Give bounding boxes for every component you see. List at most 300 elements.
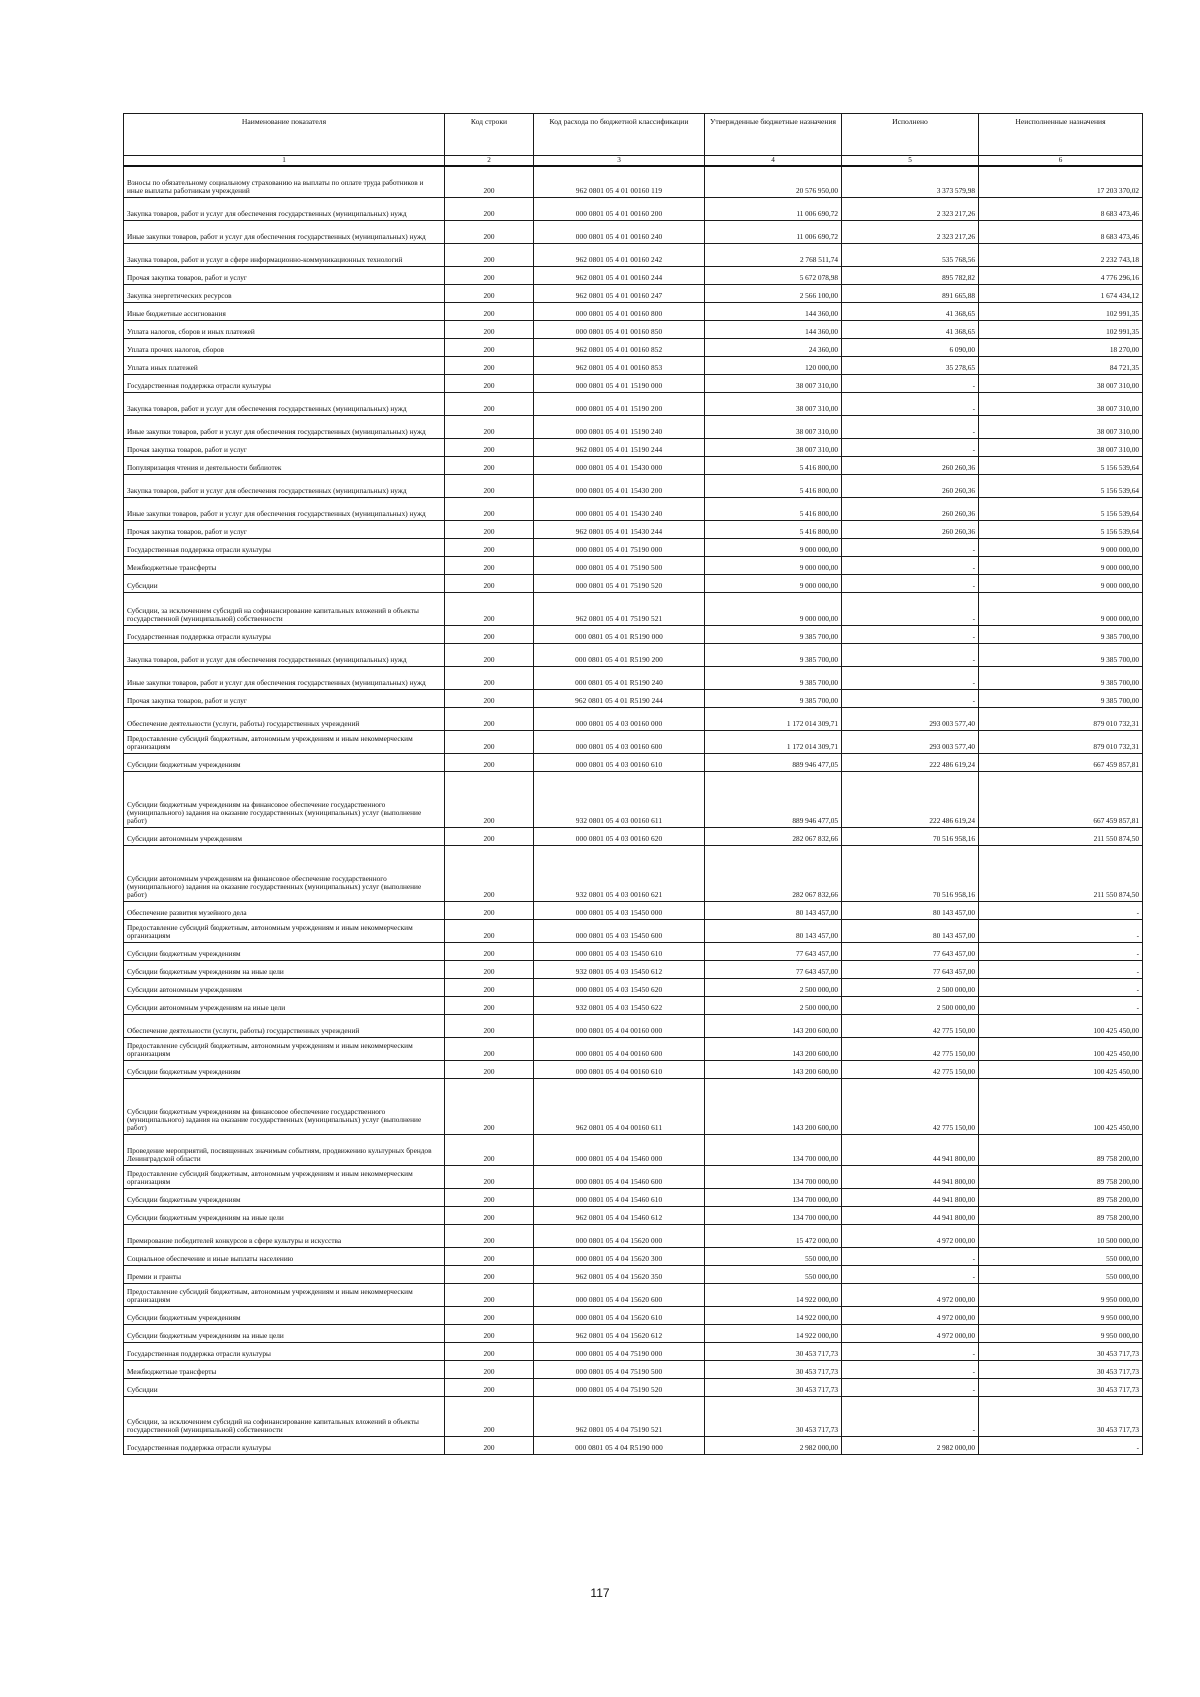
unexecuted-amount-cell: 4 776 296,16 bbox=[979, 266, 1143, 284]
table-row bbox=[124, 1342, 1143, 1360]
line-code-cell: 200 bbox=[445, 520, 534, 538]
line-code-cell: 200 bbox=[445, 1247, 534, 1265]
approved-amount-cell: 30 453 717,73 bbox=[705, 1360, 842, 1378]
indicator-name-cell: Обеспечение деятельности (услуги, работы) государственных учреждений bbox=[124, 707, 445, 730]
line-code-cell: 200 bbox=[445, 730, 534, 753]
indicator-name-cell: Закупка энергетических ресурсов bbox=[124, 284, 445, 302]
indicator-name-cell: Государственная поддержка отрасли культуры bbox=[124, 1436, 445, 1454]
budget-code-cell: 932 0801 05 4 03 00160 611 bbox=[534, 771, 705, 827]
indicator-name-cell: Иные закупки товаров, работ и услуг для обеспечения государственных (муниципальных) нужд bbox=[124, 497, 445, 520]
executed-amount-cell: 44 941 800,00 bbox=[842, 1206, 979, 1224]
line-code-cell: 200 bbox=[445, 845, 534, 901]
table-row bbox=[124, 666, 1143, 689]
executed-amount-cell: - bbox=[842, 592, 979, 625]
header-budget-code: Код расхода по бюджетной классификации bbox=[534, 114, 705, 156]
unexecuted-amount-cell: - bbox=[979, 978, 1143, 996]
budget-code-cell: 962 0801 05 4 01 00160 853 bbox=[534, 356, 705, 374]
executed-amount-cell: 293 003 577,40 bbox=[842, 730, 979, 753]
budget-code-cell: 000 0801 05 4 01 15190 200 bbox=[534, 392, 705, 415]
table-row bbox=[124, 243, 1143, 266]
approved-amount-cell: 24 360,00 bbox=[705, 338, 842, 356]
budget-code-cell: 932 0801 05 4 03 00160 621 bbox=[534, 845, 705, 901]
indicator-name-cell: Закупка товаров, работ и услуг для обеспечения государственных (муниципальных) нужд bbox=[124, 197, 445, 220]
approved-amount-cell: 11 006 690,72 bbox=[705, 220, 842, 243]
line-code-cell: 200 bbox=[445, 901, 534, 919]
budget-code-cell: 000 0801 05 4 01 75190 520 bbox=[534, 574, 705, 592]
executed-amount-cell: 535 768,56 bbox=[842, 243, 979, 266]
approved-amount-cell: 80 143 457,00 bbox=[705, 901, 842, 919]
line-code-cell: 200 bbox=[445, 919, 534, 942]
indicator-name-cell: Уплата прочих налогов, сборов bbox=[124, 338, 445, 356]
line-code-cell: 200 bbox=[445, 456, 534, 474]
approved-amount-cell: 550 000,00 bbox=[705, 1247, 842, 1265]
table-row bbox=[124, 827, 1143, 845]
approved-amount-cell: 11 006 690,72 bbox=[705, 197, 842, 220]
indicator-name-cell: Межбюджетные трансферты bbox=[124, 556, 445, 574]
approved-amount-cell: 144 360,00 bbox=[705, 320, 842, 338]
approved-amount-cell: 14 922 000,00 bbox=[705, 1324, 842, 1342]
table-row bbox=[124, 556, 1143, 574]
indicator-name-cell: Закупка товаров, работ и услуг для обеспечения государственных (муниципальных) нужд bbox=[124, 392, 445, 415]
indicator-name-cell: Государственная поддержка отрасли культуры bbox=[124, 1342, 445, 1360]
unexecuted-amount-cell: 84 721,35 bbox=[979, 356, 1143, 374]
approved-amount-cell: 5 416 800,00 bbox=[705, 497, 842, 520]
unexecuted-amount-cell: 879 010 732,31 bbox=[979, 707, 1143, 730]
table-row bbox=[124, 1014, 1143, 1037]
table-row bbox=[124, 942, 1143, 960]
column-number: 1 bbox=[124, 156, 445, 167]
line-code-cell: 200 bbox=[445, 643, 534, 666]
approved-amount-cell: 2 500 000,00 bbox=[705, 978, 842, 996]
unexecuted-amount-cell: 38 007 310,00 bbox=[979, 415, 1143, 438]
unexecuted-amount-cell: 2 232 743,18 bbox=[979, 243, 1143, 266]
budget-code-cell: 000 0801 05 4 04 15460 000 bbox=[534, 1134, 705, 1165]
table-row bbox=[124, 1078, 1143, 1134]
line-code-cell: 200 bbox=[445, 1360, 534, 1378]
executed-amount-cell: 41 368,65 bbox=[842, 302, 979, 320]
executed-amount-cell: 2 323 217,26 bbox=[842, 197, 979, 220]
budget-code-cell: 000 0801 05 4 01 75190 000 bbox=[534, 538, 705, 556]
approved-amount-cell: 2 768 511,74 bbox=[705, 243, 842, 266]
approved-amount-cell: 14 922 000,00 bbox=[705, 1306, 842, 1324]
indicator-name-cell: Обеспечение деятельности (услуги, работы) государственных учреждений bbox=[124, 1014, 445, 1037]
table-row bbox=[124, 1436, 1143, 1454]
budget-code-cell: 000 0801 05 4 03 15450 620 bbox=[534, 978, 705, 996]
approved-amount-cell: 2 566 100,00 bbox=[705, 284, 842, 302]
unexecuted-amount-cell: 9 385 700,00 bbox=[979, 689, 1143, 707]
table-row bbox=[124, 415, 1143, 438]
budget-code-cell: 962 0801 05 4 01 00160 244 bbox=[534, 266, 705, 284]
budget-code-cell: 962 0801 05 4 04 15620 612 bbox=[534, 1324, 705, 1342]
executed-amount-cell: 4 972 000,00 bbox=[842, 1283, 979, 1306]
line-code-cell: 200 bbox=[445, 996, 534, 1014]
budget-code-cell: 000 0801 05 4 04 R5190 000 bbox=[534, 1436, 705, 1454]
budget-code-cell: 000 0801 05 4 04 15620 300 bbox=[534, 1247, 705, 1265]
budget-code-cell: 962 0801 05 4 04 15460 612 bbox=[534, 1206, 705, 1224]
unexecuted-amount-cell: 8 683 473,46 bbox=[979, 197, 1143, 220]
table-row bbox=[124, 845, 1143, 901]
indicator-name-cell: Государственная поддержка отрасли культуры bbox=[124, 625, 445, 643]
indicator-name-cell: Субсидии бюджетным учреждениям bbox=[124, 1306, 445, 1324]
indicator-name-cell: Субсидии автономным учреждениям bbox=[124, 978, 445, 996]
unexecuted-amount-cell: 100 425 450,00 bbox=[979, 1078, 1143, 1134]
table-row bbox=[124, 574, 1143, 592]
indicator-name-cell: Предоставление субсидий бюджетным, автономным учреждениям и иным некоммерческим организациям bbox=[124, 1037, 445, 1060]
table-row bbox=[124, 1306, 1143, 1324]
unexecuted-amount-cell: 9 385 700,00 bbox=[979, 643, 1143, 666]
executed-amount-cell: 42 775 150,00 bbox=[842, 1078, 979, 1134]
executed-amount-cell: 4 972 000,00 bbox=[842, 1324, 979, 1342]
budget-code-cell: 000 0801 05 4 04 75190 500 bbox=[534, 1360, 705, 1378]
table-header bbox=[124, 114, 1143, 156]
unexecuted-amount-cell: 9 000 000,00 bbox=[979, 556, 1143, 574]
unexecuted-amount-cell: 89 758 200,00 bbox=[979, 1206, 1143, 1224]
indicator-name-cell: Закупка товаров, работ и услуг для обеспечения государственных (муниципальных) нужд bbox=[124, 643, 445, 666]
unexecuted-amount-cell: 5 156 539,64 bbox=[979, 520, 1143, 538]
table-row bbox=[124, 625, 1143, 643]
indicator-name-cell: Предоставление субсидий бюджетным, автономным учреждениям и иным некоммерческим организациям bbox=[124, 730, 445, 753]
line-code-cell: 200 bbox=[445, 753, 534, 771]
unexecuted-amount-cell: 9 000 000,00 bbox=[979, 592, 1143, 625]
indicator-name-cell: Взносы по обязательному социальному страхованию на выплаты по оплате труда работников и иные выплаты работникам учреждений bbox=[124, 166, 445, 197]
executed-amount-cell: - bbox=[842, 438, 979, 456]
line-code-cell: 200 bbox=[445, 538, 534, 556]
indicator-name-cell: Уплата налогов, сборов и иных платежей bbox=[124, 320, 445, 338]
indicator-name-cell: Иные бюджетные ассигнования bbox=[124, 302, 445, 320]
indicator-name-cell: Обеспечение развития музейного дела bbox=[124, 901, 445, 919]
table-row bbox=[124, 1134, 1143, 1165]
table-row bbox=[124, 753, 1143, 771]
line-code-cell: 200 bbox=[445, 1165, 534, 1188]
executed-amount-cell: - bbox=[842, 538, 979, 556]
table-row bbox=[124, 592, 1143, 625]
table-row bbox=[124, 1265, 1143, 1283]
executed-amount-cell: - bbox=[842, 415, 979, 438]
executed-amount-cell: 891 665,88 bbox=[842, 284, 979, 302]
approved-amount-cell: 9 385 700,00 bbox=[705, 689, 842, 707]
approved-amount-cell: 134 700 000,00 bbox=[705, 1188, 842, 1206]
unexecuted-amount-cell: 879 010 732,31 bbox=[979, 730, 1143, 753]
executed-amount-cell: - bbox=[842, 1360, 979, 1378]
unexecuted-amount-cell: 9 000 000,00 bbox=[979, 538, 1143, 556]
table-row bbox=[124, 520, 1143, 538]
indicator-name-cell: Прочая закупка товаров, работ и услуг bbox=[124, 438, 445, 456]
budget-code-cell: 000 0801 05 4 03 15450 610 bbox=[534, 942, 705, 960]
executed-amount-cell: 4 972 000,00 bbox=[842, 1306, 979, 1324]
executed-amount-cell: - bbox=[842, 666, 979, 689]
header-executed: Исполнено bbox=[842, 114, 979, 156]
unexecuted-amount-cell: 102 991,35 bbox=[979, 320, 1143, 338]
approved-amount-cell: 143 200 600,00 bbox=[705, 1014, 842, 1037]
budget-code-cell: 932 0801 05 4 03 15450 622 bbox=[534, 996, 705, 1014]
budget-code-cell: 962 0801 05 4 01 R5190 244 bbox=[534, 689, 705, 707]
indicator-name-cell: Популяризация чтения и деятельности библиотек bbox=[124, 456, 445, 474]
line-code-cell: 200 bbox=[445, 374, 534, 392]
executed-amount-cell: 2 323 217,26 bbox=[842, 220, 979, 243]
unexecuted-amount-cell: 38 007 310,00 bbox=[979, 374, 1143, 392]
line-code-cell: 200 bbox=[445, 574, 534, 592]
line-code-cell: 200 bbox=[445, 666, 534, 689]
budget-code-cell: 000 0801 05 4 01 00160 240 bbox=[534, 220, 705, 243]
table-row bbox=[124, 1060, 1143, 1078]
budget-code-cell: 000 0801 05 4 03 15450 600 bbox=[534, 919, 705, 942]
approved-amount-cell: 5 672 078,98 bbox=[705, 266, 842, 284]
table-row bbox=[124, 302, 1143, 320]
table-body bbox=[124, 156, 1143, 1455]
executed-amount-cell: 2 500 000,00 bbox=[842, 996, 979, 1014]
table-row bbox=[124, 266, 1143, 284]
line-code-cell: 200 bbox=[445, 356, 534, 374]
approved-amount-cell: 38 007 310,00 bbox=[705, 438, 842, 456]
approved-amount-cell: 550 000,00 bbox=[705, 1265, 842, 1283]
table-row bbox=[124, 1247, 1143, 1265]
budget-code-cell: 000 0801 05 4 04 15460 600 bbox=[534, 1165, 705, 1188]
table-row bbox=[124, 689, 1143, 707]
line-code-cell: 200 bbox=[445, 166, 534, 197]
budget-code-cell: 962 0801 05 4 01 15430 244 bbox=[534, 520, 705, 538]
line-code-cell: 200 bbox=[445, 266, 534, 284]
unexecuted-amount-cell: 38 007 310,00 bbox=[979, 392, 1143, 415]
unexecuted-amount-cell: 10 500 000,00 bbox=[979, 1224, 1143, 1247]
line-code-cell: 200 bbox=[445, 220, 534, 243]
column-number: 3 bbox=[534, 156, 705, 167]
executed-amount-cell: 2 982 000,00 bbox=[842, 1436, 979, 1454]
table-row bbox=[124, 730, 1143, 753]
line-code-cell: 200 bbox=[445, 497, 534, 520]
executed-amount-cell: - bbox=[842, 1378, 979, 1396]
indicator-name-cell: Иные закупки товаров, работ и услуг для обеспечения государственных (муниципальных) нужд bbox=[124, 220, 445, 243]
budget-code-cell: 000 0801 05 4 03 00160 600 bbox=[534, 730, 705, 753]
indicator-name-cell: Закупка товаров, работ и услуг для обеспечения государственных (муниципальных) нужд bbox=[124, 474, 445, 497]
budget-code-cell: 000 0801 05 4 01 R5190 200 bbox=[534, 643, 705, 666]
budget-code-cell: 000 0801 05 4 01 00160 800 bbox=[534, 302, 705, 320]
unexecuted-amount-cell: 30 453 717,73 bbox=[979, 1378, 1143, 1396]
table-row bbox=[124, 1224, 1143, 1247]
unexecuted-amount-cell: 89 758 200,00 bbox=[979, 1134, 1143, 1165]
unexecuted-amount-cell: 100 425 450,00 bbox=[979, 1060, 1143, 1078]
line-code-cell: 200 bbox=[445, 338, 534, 356]
unexecuted-amount-cell: 9 950 000,00 bbox=[979, 1306, 1143, 1324]
budget-code-cell: 962 0801 05 4 01 00160 247 bbox=[534, 284, 705, 302]
executed-amount-cell: 3 373 579,98 bbox=[842, 166, 979, 197]
line-code-cell: 200 bbox=[445, 978, 534, 996]
executed-amount-cell: 2 500 000,00 bbox=[842, 978, 979, 996]
line-code-cell: 200 bbox=[445, 1342, 534, 1360]
budget-code-cell: 962 0801 05 4 01 00160 852 bbox=[534, 338, 705, 356]
line-code-cell: 200 bbox=[445, 415, 534, 438]
executed-amount-cell: 80 143 457,00 bbox=[842, 919, 979, 942]
line-code-cell: 200 bbox=[445, 1078, 534, 1134]
budget-code-cell: 000 0801 05 4 03 00160 000 bbox=[534, 707, 705, 730]
table-row bbox=[124, 960, 1143, 978]
unexecuted-amount-cell: 5 156 539,64 bbox=[979, 474, 1143, 497]
line-code-cell: 200 bbox=[445, 1134, 534, 1165]
budget-code-cell: 000 0801 05 4 01 15430 240 bbox=[534, 497, 705, 520]
approved-amount-cell: 134 700 000,00 bbox=[705, 1165, 842, 1188]
executed-amount-cell: - bbox=[842, 1342, 979, 1360]
executed-amount-cell: - bbox=[842, 643, 979, 666]
approved-amount-cell: 144 360,00 bbox=[705, 302, 842, 320]
table-row bbox=[124, 320, 1143, 338]
executed-amount-cell: 35 278,65 bbox=[842, 356, 979, 374]
indicator-name-cell: Субсидии бюджетным учреждениям на финансовое обеспечение государственного (муниципального) задания на оказание государственных (муниципальных) услуг (выполнение работ) bbox=[124, 771, 445, 827]
unexecuted-amount-cell: 211 550 874,50 bbox=[979, 845, 1143, 901]
approved-amount-cell: 134 700 000,00 bbox=[705, 1134, 842, 1165]
executed-amount-cell: - bbox=[842, 392, 979, 415]
budget-code-cell: 000 0801 05 4 01 15190 240 bbox=[534, 415, 705, 438]
line-code-cell: 200 bbox=[445, 1265, 534, 1283]
unexecuted-amount-cell: - bbox=[979, 1436, 1143, 1454]
unexecuted-amount-cell: 9 385 700,00 bbox=[979, 625, 1143, 643]
unexecuted-amount-cell: 550 000,00 bbox=[979, 1265, 1143, 1283]
approved-amount-cell: 9 000 000,00 bbox=[705, 538, 842, 556]
unexecuted-amount-cell: 211 550 874,50 bbox=[979, 827, 1143, 845]
unexecuted-amount-cell: 100 425 450,00 bbox=[979, 1014, 1143, 1037]
budget-code-cell: 962 0801 05 4 04 00160 611 bbox=[534, 1078, 705, 1134]
unexecuted-amount-cell: - bbox=[979, 996, 1143, 1014]
unexecuted-amount-cell: 9 950 000,00 bbox=[979, 1324, 1143, 1342]
line-code-cell: 200 bbox=[445, 556, 534, 574]
executed-amount-cell: - bbox=[842, 1396, 979, 1436]
executed-amount-cell: 77 643 457,00 bbox=[842, 942, 979, 960]
executed-amount-cell: 222 486 619,24 bbox=[842, 771, 979, 827]
executed-amount-cell: - bbox=[842, 625, 979, 643]
line-code-cell: 200 bbox=[445, 707, 534, 730]
line-code-cell: 200 bbox=[445, 1188, 534, 1206]
approved-amount-cell: 5 416 800,00 bbox=[705, 474, 842, 497]
approved-amount-cell: 2 500 000,00 bbox=[705, 996, 842, 1014]
line-code-cell: 200 bbox=[445, 197, 534, 220]
executed-amount-cell: - bbox=[842, 556, 979, 574]
line-code-cell: 200 bbox=[445, 1436, 534, 1454]
budget-code-cell: 962 0801 05 4 04 75190 521 bbox=[534, 1396, 705, 1436]
unexecuted-amount-cell: 5 156 539,64 bbox=[979, 497, 1143, 520]
budget-code-cell: 000 0801 05 4 04 15620 610 bbox=[534, 1306, 705, 1324]
table-row bbox=[124, 374, 1143, 392]
executed-amount-cell: 80 143 457,00 bbox=[842, 901, 979, 919]
table-row bbox=[124, 438, 1143, 456]
column-number: 2 bbox=[445, 156, 534, 167]
unexecuted-amount-cell: 18 270,00 bbox=[979, 338, 1143, 356]
column-number: 5 bbox=[842, 156, 979, 167]
budget-code-cell: 000 0801 05 4 01 R5190 000 bbox=[534, 625, 705, 643]
executed-amount-cell: - bbox=[842, 1247, 979, 1265]
approved-amount-cell: 9 385 700,00 bbox=[705, 625, 842, 643]
approved-amount-cell: 9 000 000,00 bbox=[705, 592, 842, 625]
executed-amount-cell: 6 090,00 bbox=[842, 338, 979, 356]
approved-amount-cell: 30 453 717,73 bbox=[705, 1378, 842, 1396]
table-row bbox=[124, 643, 1143, 666]
table-row bbox=[124, 538, 1143, 556]
indicator-name-cell: Прочая закупка товаров, работ и услуг bbox=[124, 689, 445, 707]
indicator-name-cell: Предоставление субсидий бюджетным, автономным учреждениям и иным некоммерческим организациям bbox=[124, 1283, 445, 1306]
approved-amount-cell: 1 172 014 309,71 bbox=[705, 707, 842, 730]
unexecuted-amount-cell: 9 000 000,00 bbox=[979, 574, 1143, 592]
unexecuted-amount-cell: 667 459 857,81 bbox=[979, 753, 1143, 771]
indicator-name-cell: Субсидии, за исключением субсидий на софинансирование капитальных вложений в объекты государственной (муниципальной) собственности bbox=[124, 1396, 445, 1436]
table-row bbox=[124, 1324, 1143, 1342]
line-code-cell: 200 bbox=[445, 1206, 534, 1224]
unexecuted-amount-cell: 30 453 717,73 bbox=[979, 1396, 1143, 1436]
indicator-name-cell: Премирование победителей конкурсов в сфере культуры и искусства bbox=[124, 1224, 445, 1247]
budget-code-cell: 000 0801 05 4 04 00160 600 bbox=[534, 1037, 705, 1060]
table-row bbox=[124, 771, 1143, 827]
line-code-cell: 200 bbox=[445, 689, 534, 707]
line-code-cell: 200 bbox=[445, 302, 534, 320]
approved-amount-cell: 9 000 000,00 bbox=[705, 574, 842, 592]
budget-execution-table bbox=[123, 113, 1143, 1455]
line-code-cell: 200 bbox=[445, 320, 534, 338]
line-code-cell: 200 bbox=[445, 284, 534, 302]
indicator-name-cell: Прочая закупка товаров, работ и услуг bbox=[124, 520, 445, 538]
approved-amount-cell: 30 453 717,73 bbox=[705, 1342, 842, 1360]
approved-amount-cell: 38 007 310,00 bbox=[705, 392, 842, 415]
approved-amount-cell: 77 643 457,00 bbox=[705, 960, 842, 978]
table-row bbox=[124, 1165, 1143, 1188]
executed-amount-cell: 44 941 800,00 bbox=[842, 1188, 979, 1206]
indicator-name-cell: Субсидии автономным учреждениям на иные цели bbox=[124, 996, 445, 1014]
indicator-name-cell: Уплата иных платежей bbox=[124, 356, 445, 374]
line-code-cell: 200 bbox=[445, 474, 534, 497]
budget-code-cell: 000 0801 05 4 03 00160 620 bbox=[534, 827, 705, 845]
approved-amount-cell: 9 000 000,00 bbox=[705, 556, 842, 574]
unexecuted-amount-cell: 89 758 200,00 bbox=[979, 1188, 1143, 1206]
unexecuted-amount-cell: 5 156 539,64 bbox=[979, 456, 1143, 474]
budget-code-cell: 962 0801 05 4 04 15620 350 bbox=[534, 1265, 705, 1283]
line-code-cell: 200 bbox=[445, 625, 534, 643]
budget-code-cell: 000 0801 05 4 04 00160 000 bbox=[534, 1014, 705, 1037]
approved-amount-cell: 38 007 310,00 bbox=[705, 374, 842, 392]
budget-code-cell: 962 0801 05 4 01 15190 244 bbox=[534, 438, 705, 456]
indicator-name-cell: Субсидии автономным учреждениям на финансовое обеспечение государственного (муниципального) задания на оказание государственных (муниципальных) услуг (выполнение работ) bbox=[124, 845, 445, 901]
budget-code-cell: 000 0801 05 4 04 15620 600 bbox=[534, 1283, 705, 1306]
line-code-cell: 200 bbox=[445, 392, 534, 415]
unexecuted-amount-cell: 30 453 717,73 bbox=[979, 1342, 1143, 1360]
column-number: 4 bbox=[705, 156, 842, 167]
executed-amount-cell: 77 643 457,00 bbox=[842, 960, 979, 978]
approved-amount-cell: 282 067 832,66 bbox=[705, 845, 842, 901]
indicator-name-cell: Субсидии бюджетным учреждениям bbox=[124, 1060, 445, 1078]
table-row bbox=[124, 1396, 1143, 1436]
approved-amount-cell: 143 200 600,00 bbox=[705, 1078, 842, 1134]
executed-amount-cell: 42 775 150,00 bbox=[842, 1037, 979, 1060]
budget-code-cell: 000 0801 05 4 04 00160 610 bbox=[534, 1060, 705, 1078]
executed-amount-cell: - bbox=[842, 374, 979, 392]
budget-code-cell: 000 0801 05 4 03 15450 000 bbox=[534, 901, 705, 919]
approved-amount-cell: 15 472 000,00 bbox=[705, 1224, 842, 1247]
budget-code-cell: 000 0801 05 4 04 15460 610 bbox=[534, 1188, 705, 1206]
table-row bbox=[124, 978, 1143, 996]
line-code-cell: 200 bbox=[445, 827, 534, 845]
budget-code-cell: 962 0801 05 4 01 00160 119 bbox=[534, 166, 705, 197]
table-row bbox=[124, 497, 1143, 520]
header-indicator-name: Наименование показателя bbox=[124, 114, 445, 156]
executed-amount-cell: 41 368,65 bbox=[842, 320, 979, 338]
budget-code-cell: 000 0801 05 4 04 75190 520 bbox=[534, 1378, 705, 1396]
indicator-name-cell: Субсидии бюджетным учреждениям на иные цели bbox=[124, 960, 445, 978]
table-row bbox=[124, 1037, 1143, 1060]
executed-amount-cell: 44 941 800,00 bbox=[842, 1134, 979, 1165]
table-row bbox=[124, 338, 1143, 356]
indicator-name-cell: Субсидии, за исключением субсидий на софинансирование капитальных вложений в объекты государственной (муниципальной) собственности bbox=[124, 592, 445, 625]
indicator-name-cell: Предоставление субсидий бюджетным, автономным учреждениям и иным некоммерческим организациям bbox=[124, 1165, 445, 1188]
executed-amount-cell: 260 260,36 bbox=[842, 520, 979, 538]
indicator-name-cell: Субсидии бюджетным учреждениям на финансовое обеспечение государственного (муниципального) задания на оказание государственных (муниципальных) услуг (выполнение работ) bbox=[124, 1078, 445, 1134]
approved-amount-cell: 120 000,00 bbox=[705, 356, 842, 374]
unexecuted-amount-cell: 1 674 434,12 bbox=[979, 284, 1143, 302]
line-code-cell: 200 bbox=[445, 1396, 534, 1436]
line-code-cell: 200 bbox=[445, 1324, 534, 1342]
